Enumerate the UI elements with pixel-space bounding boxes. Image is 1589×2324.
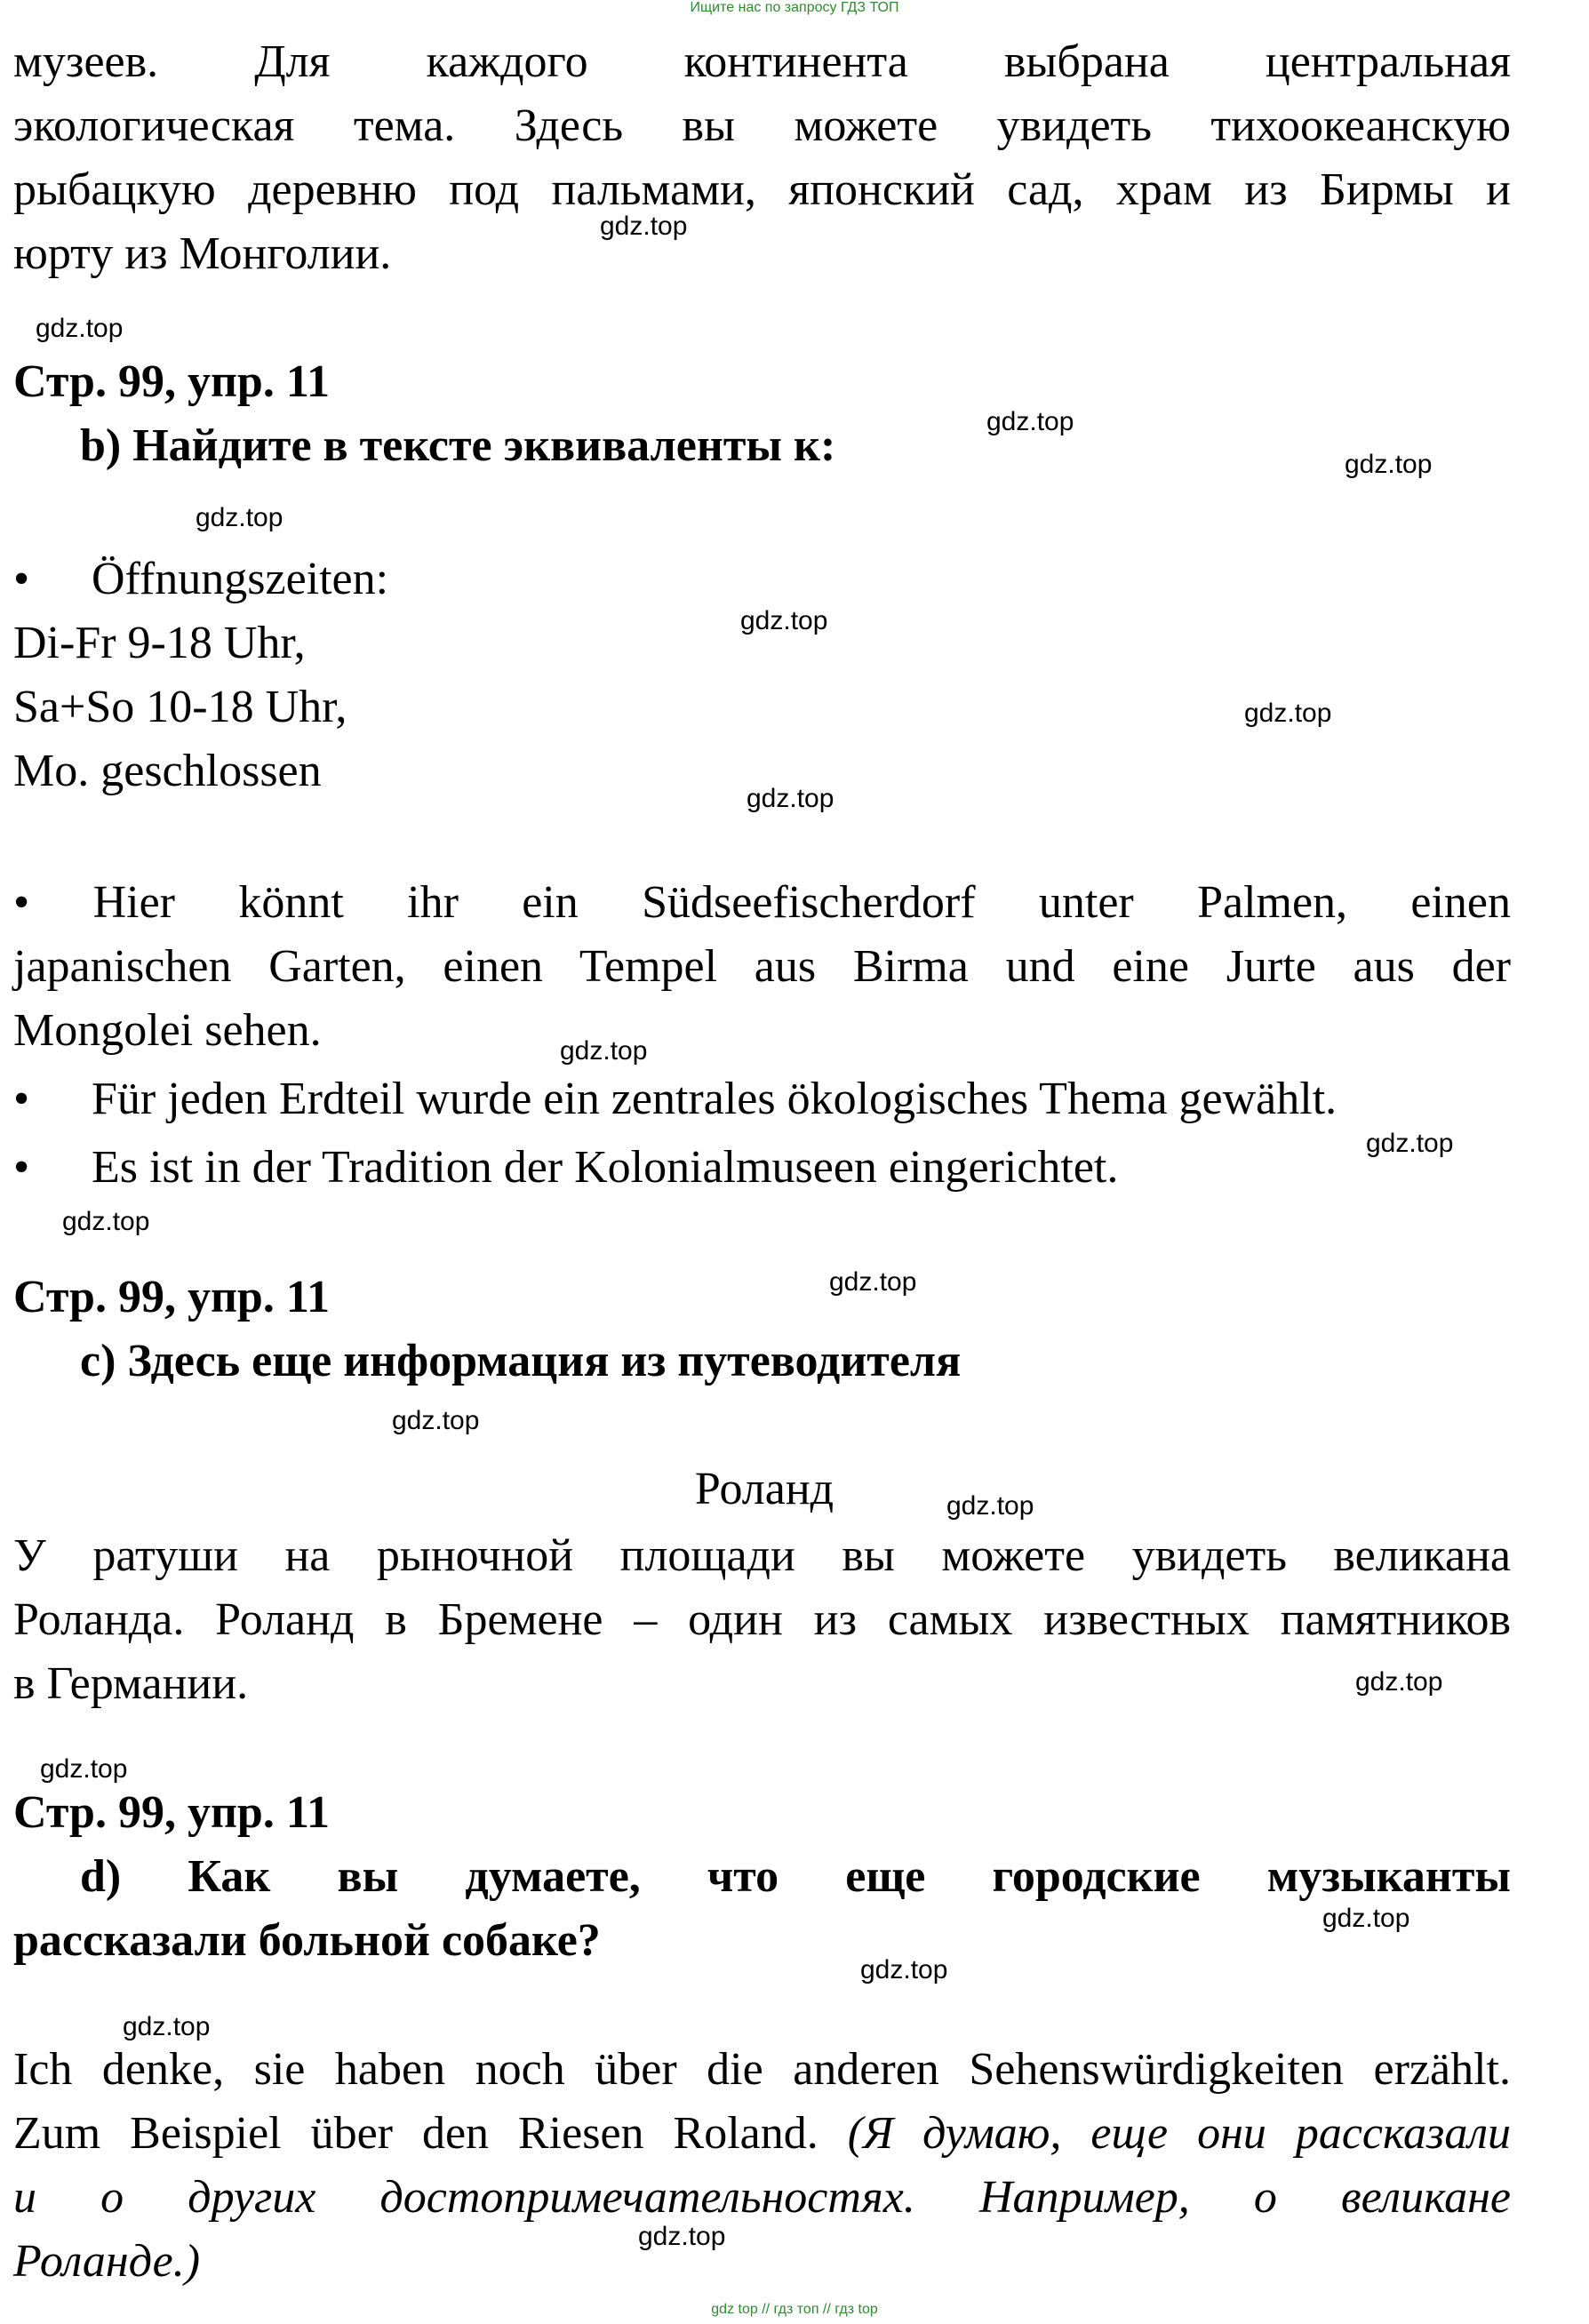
bullet-long-line-1: • Hier könnt ihr ein Südseefischerdorf unter Palmen, einen [13, 877, 1511, 928]
watermark: gdz.top [123, 2012, 211, 2041]
bullet-long-line-2: japanischen Garten, einen Tempel aus Birma und eine Jurte aus der [13, 941, 1511, 992]
section-c-line-3: в Германии. [13, 1658, 249, 1709]
section-b-heading: Стр. 99, упр. 11 [13, 356, 330, 407]
bottom-banner: gdz top // гдз топ // гдз top [711, 2302, 878, 2317]
watermark: gdz.top [1355, 1667, 1443, 1697]
section-d-task-line-1: d) Как вы думаете, что еще городские музыканты [80, 1851, 1511, 1902]
answer-line-4: Роланде.) [13, 2236, 201, 2287]
section-c-heading: Стр. 99, упр. 11 [13, 1272, 330, 1322]
watermark: gdz.top [392, 1406, 480, 1435]
watermark: gdz.top [1366, 1129, 1454, 1158]
roland-title: Роланд [694, 1464, 834, 1514]
watermark: gdz.top [986, 407, 1074, 436]
bullet-long-line-3: Mongolei sehen. [13, 1005, 322, 1056]
section-c-line-1: У ратуши на рыночной площади вы можете увидеть великана [13, 1530, 1511, 1581]
answer-line-3: и о других достопримечательностях. Например, о великане [13, 2172, 1511, 2223]
watermark: gdz.top [196, 503, 283, 532]
intro-line-2: экологическая тема. Здесь вы можете увидеть тихоокеанскую [13, 100, 1511, 151]
watermark: gdz.top [747, 784, 834, 813]
hours-line-3: Mo. geschlossen [13, 746, 322, 796]
intro-line-3: рыбацкую деревню под пальмами, японский сад, храм из Бирмы и [13, 164, 1511, 215]
section-b-task: b) Найдите в тексте эквиваленты к: [80, 420, 836, 471]
watermark: gdz.top [40, 1754, 128, 1784]
intro-line-4: юрту из Монголии. [13, 228, 392, 279]
watermark: gdz.top [946, 1491, 1034, 1521]
hours-bullet: • Öffnungszeiten: [13, 554, 389, 604]
watermark: gdz.top [560, 1036, 648, 1066]
bullet-2: • Für jeden Erdteil wurde ein zentrales ökologisches Thema gewählt. [13, 1074, 1337, 1124]
watermark: gdz.top [62, 1207, 150, 1236]
watermark: gdz.top [36, 314, 124, 343]
hours-line-2: Sa+So 10-18 Uhr, [13, 682, 347, 732]
section-d-task-line-2: рассказали больной собаке? [13, 1915, 601, 1966]
watermark: gdz.top [860, 1955, 948, 1985]
watermark: gdz.top [600, 212, 688, 241]
watermark: gdz.top [1322, 1904, 1410, 1933]
bullet-3: • Es ist in der Tradition der Kolonialmuseen eingerichtet. [13, 1142, 1119, 1193]
watermark: gdz.top [1244, 699, 1332, 728]
section-c-line-2: Роланда. Роланд в Бремене – один из самых известных памятников [13, 1594, 1511, 1645]
watermark: gdz.top [1345, 450, 1433, 479]
top-banner: Ищите нас по запросу ГДЗ ТОП [690, 0, 899, 15]
intro-line-1: музеев. Для каждого континента выбрана центральная [13, 36, 1511, 87]
watermark: gdz.top [638, 2222, 726, 2251]
answer-line-1: Ich denke, sie haben noch über die anderen Sehenswürdigkeiten erzählt. [13, 2044, 1511, 2095]
hours-line-1: Di-Fr 9-18 Uhr, [13, 618, 306, 668]
watermark: gdz.top [829, 1267, 917, 1297]
answer-line-2: Zum Beispiel über den Riesen Roland. (Я думаю, еще они рассказали [13, 2108, 1511, 2159]
section-d-heading: Стр. 99, упр. 11 [13, 1787, 330, 1838]
watermark: gdz.top [740, 606, 828, 635]
section-c-task: c) Здесь еще информация из путеводителя [80, 1336, 962, 1386]
